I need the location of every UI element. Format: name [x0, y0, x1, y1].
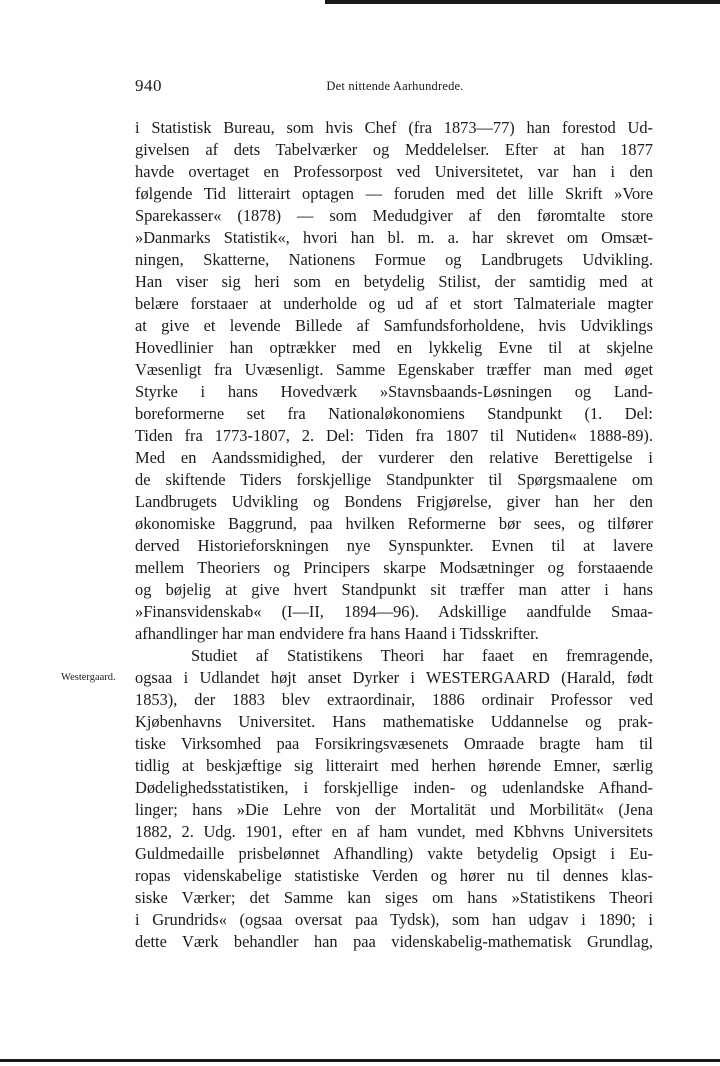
text-line-with-margin-note: [61, 667, 653, 689]
text-line: at give et levende Billede af Samfundsforholdene, hvis Udviklings: [135, 316, 653, 335]
text-line: tidlig at beskjæftige sig litterairt med herhen hørende Emner, særlig: [135, 756, 653, 775]
page-header: [135, 76, 655, 96]
margin-note: Westergaard.: [61, 672, 116, 683]
text-line: i Statistisk Bureau, som hvis Chef (fra 1873—77) han forestod Ud-: [135, 118, 653, 137]
text-line: Sparekasser« (1878) — som Medudgiver af den føromtalte store: [135, 206, 653, 225]
text-line: Landbrugets Udvikling og Bondens Frigjørelse, giver han her den: [135, 492, 653, 511]
text-line-content: ogsaa i Udlandet højt anset Dyrker i WESTERGAARD (Harald, født: [135, 668, 653, 687]
text-line: Guldmedaille prisbelønnet Afhandling) vakte betydelig Opsigt i Eu-: [135, 844, 653, 863]
text-line: »Finansvidenskab« (I—II, 1894—96). Adskillige aandfulde Smaa-: [135, 602, 653, 621]
bottom-rule: [0, 1059, 720, 1062]
text-line: de skiftende Tiders forskjellige Standpunkter til Spørgsmaalene om: [135, 470, 653, 489]
text-line: følgende Tid litterairt optagen — foruden med det lille Skrift »Vore: [135, 184, 653, 203]
page-number: 940: [135, 76, 162, 95]
text-line: Med en Aandssmidighed, der vurderer den relative Berettigelse i: [135, 448, 653, 467]
text-line: Dødelighedsstatistiken, i forskjellige inden- og udenlandske Afhand-: [135, 778, 653, 797]
text-line: ningen, Skatterne, Nationens Formue og Landbrugets Udvikling.: [135, 250, 653, 269]
text-line: boreformerne set fra Nationaløkonomiens Standpunkt (1. Del:: [135, 404, 653, 423]
text-line: linger; hans »Die Lehre von der Mortalität und Morbilität« (Jena: [135, 800, 653, 819]
text-line: mellem Theoriers og Principers skarpe Modsætninger og forstaaende: [135, 558, 653, 577]
text-line: 1853), der 1883 blev extraordinair, 1886 ordinair Professor ved: [135, 690, 653, 709]
text-line: Han viser sig heri som en betydelig Stilist, der samtidig med at: [135, 272, 653, 291]
text-line: og bøjelig at give hvert Standpunkt sit træffer man atter i hans: [135, 580, 653, 599]
running-title: Det nittende Aarhundrede.: [326, 79, 464, 93]
text-line: Kjøbenhavns Universitet. Hans mathematiske Uddannelse og prak-: [135, 712, 653, 731]
text-line: havde overtaget en Professorpost ved Universitetet, var han i den: [135, 162, 653, 181]
text-line: i Grundrids« (ogsaa oversat paa Tydsk), som han udgav i 1890; i: [135, 910, 653, 929]
text-line: Tiden fra 1773-1807, 2. Del: Tiden fra 1807 til Nutiden« 1888-89).: [135, 426, 653, 445]
body-text: [61, 117, 653, 953]
text-line: dette Værk behandler han paa videnskabelig-mathematisk Grundlag,: [135, 932, 653, 951]
text-line: afhandlinger har man endvidere fra hans Haand i Tidsskrifter.: [135, 624, 539, 643]
text-line: Styrke i hans Hovedværk »Stavnsbaands-Løsningen og Land-: [135, 382, 653, 401]
text-line: givelsen af dets Tabelværker og Meddelelser. Efter at han 1877: [135, 140, 653, 159]
text-line: derved Historieforskningen nye Synspunkter. Evnen til at lavere: [135, 536, 653, 555]
text-line: økonomiske Baggrund, paa hvilken Reformerne bør sees, og tilfører: [135, 514, 653, 533]
text-line: belære forstaaer at underholde og ud af et stort Talmateriale magter: [135, 294, 653, 313]
text-line: »Danmarks Statistik«, hvori han bl. m. a. har skrevet om Omsæt-: [135, 228, 653, 247]
text-line: ropas videnskabelige statistiske Verden og hører nu til dennes klas-: [135, 866, 653, 885]
text-line: Studiet af Statistikens Theori har faaet en fremragende,: [191, 646, 653, 665]
top-rule: [325, 0, 720, 4]
text-line: siske Værker; det Samme kan siges om hans »Statistikens Theori: [135, 888, 653, 907]
text-line: Hovedlinier han optrækker med en lykkelig Evne til at skjelne: [135, 338, 653, 357]
text-line: tiske Virksomhed paa Forsikringsvæsenets Omraade bragte ham til: [135, 734, 653, 753]
text-line: 1882, 2. Udg. 1901, efter en af ham vundet, med Kbhvns Universitets: [135, 822, 653, 841]
text-line: Væsenligt fra Uvæsenligt. Samme Egenskaber træffer man med øget: [135, 360, 653, 379]
